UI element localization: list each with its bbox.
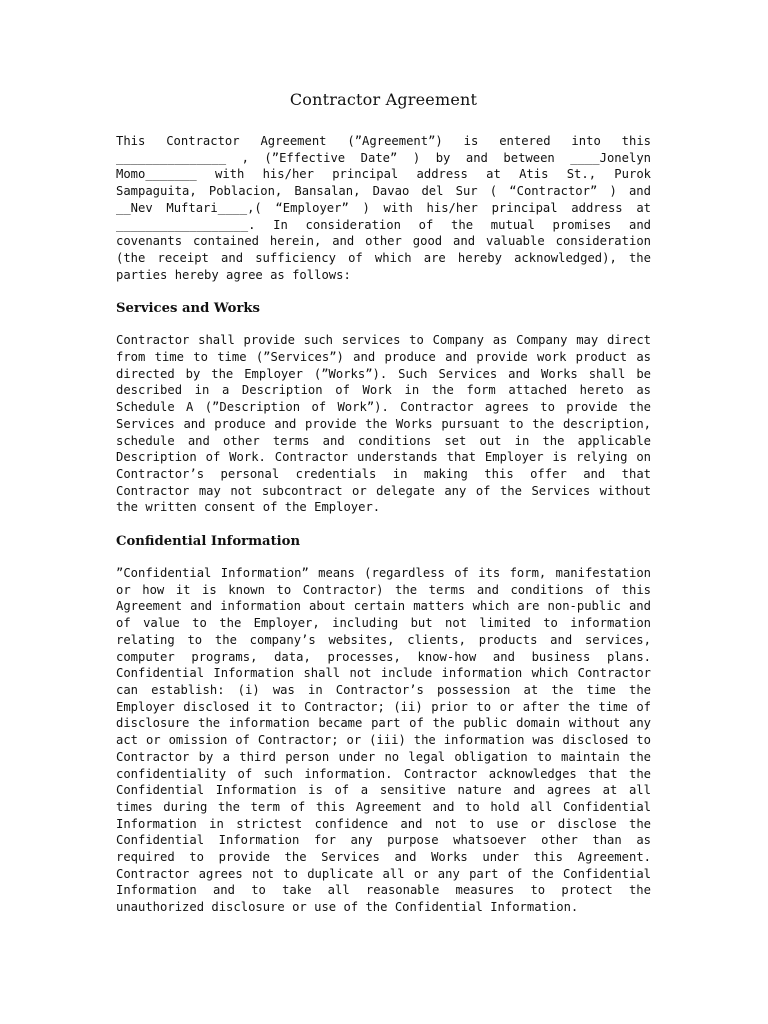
section-heading-confidential: Confidential Information [116,534,301,550]
section-heading-services: Services and Works [116,301,260,317]
document-content [116,90,651,934]
intro-paragraph: This Contractor Agreement (”Agreement”) is entered into this _______________ , (”Effective Date” ) by and between ____Jonelyn Momo_______ with his/her principal address at Atis St., Purok Sampaguita, Poblacion, Bansalan, Davao del Sur ( “Contractor” ) and __Nev Muftari____,( “Employer” ) with his/her principal address at __________________. In consideration of the mutual promises and covenants contained herein, and other good and valuable consideration (the receipt and sufficiency of which are hereby acknowledged), the parties hereby agree as follows: [116,134,651,282]
section-body-services: Contractor shall provide such services to Company as Company may direct from time to time (”Services”) and produce and provide work product as directed by the Employer (”Works”). Such Services and Works shall be described in a Description of Work in the form attached hereto as Schedule A (”Description of Work”). Contractor agrees to provide the Services and produce and provide the Works pursuant to the description, schedule and other terms and conditions set out in the applicable Description of Work. Contractor understands that Employer is relying on Contractor’s personal credentials in making this offer and that Contractor may not subcontract or delegate any of the Services without the written consent of the Employer. [116,333,651,515]
section-body-confidential: ”Confidential Information” means (regardless of its form, manifestation or how it is known to Contractor) the terms and conditions of this Agreement and information about certain matters which are non-public and of value to the Employer, including but not limited to information relating to the company’s websites, clients, products and services, computer programs, data, processes, know-how and business plans. Confidential Information shall not include information which Contractor can establish: (i) was in Contractor’s possession at the time the Employer disclosed it to Contractor; (ii) prior to or after the time of disclosure the information became part of the public domain without any act or omission of Contractor; or (iii) the information was disclosed to Contractor by a third person under no legal obligation to maintain the confidentiality of such information. Contractor acknowledges that the Confidential Information is of a sensitive nature and agrees at all times during the term of this Agreement and to hold all Confidential Information in strictest confidence and not to use or disclose the Confidential Information for any purpose whatsoever other than as required to provide the Services and Works under this Agreement. Contractor agrees not to duplicate all or any part of the Confidential Information and to take all reasonable measures to protect the unauthorized disclosure or use of the Confidential Information. [116,566,651,915]
document-title: Contractor Agreement [289,90,478,109]
